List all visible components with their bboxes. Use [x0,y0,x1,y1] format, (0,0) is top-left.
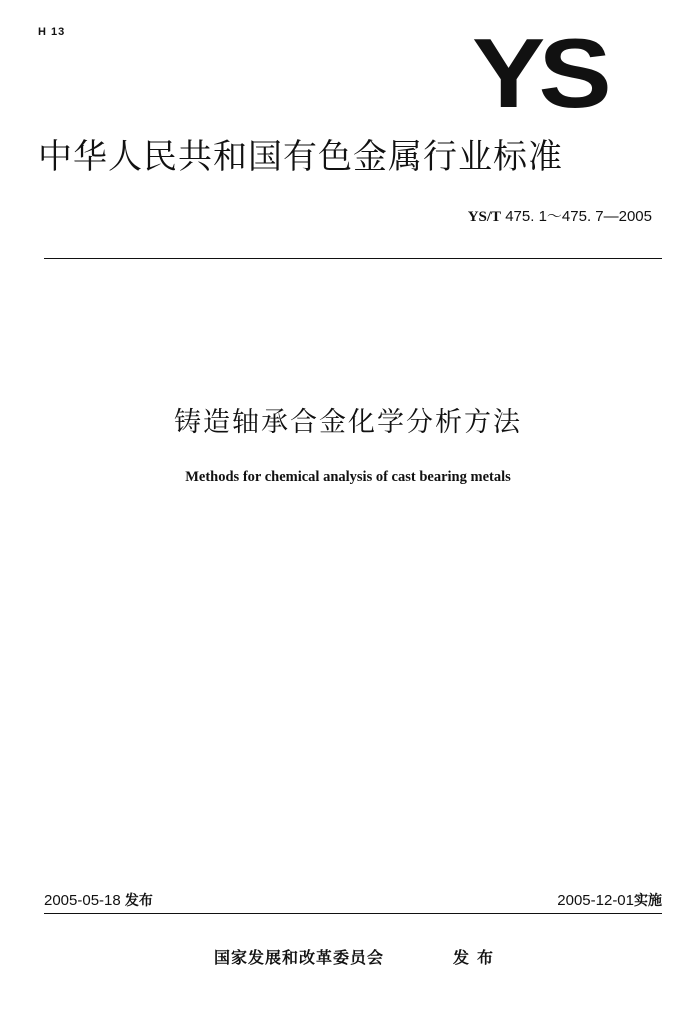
top-divider [44,258,662,259]
publish-label: 发布 [453,948,502,967]
implementation-date-line [557,890,662,910]
standard-prefix: YS/T [467,209,502,225]
standard-numbers: 475. 1～475. 7—2005 [505,208,652,225]
organization-title: 中华人民共和国有色金属行业标准 [38,137,563,177]
publisher-name: 国家发展和改革委员会 [214,948,385,967]
implementation-date: 2005-12-01 [557,892,634,909]
bottom-divider [44,913,662,914]
issue-date: 2005-05-18 [44,892,121,909]
implementation-label: 实施 [634,893,662,909]
title-chinese: 铸造轴承合金化学分析方法 [174,407,522,438]
standard-number [468,205,652,226]
classification-code: H 13 [38,26,66,38]
issue-date-line [44,890,153,910]
ys-logo: YS [472,18,605,128]
issue-label: 发布 [124,893,153,909]
title-english: Methods for chemical analysis of cast bearing metals [185,469,511,485]
